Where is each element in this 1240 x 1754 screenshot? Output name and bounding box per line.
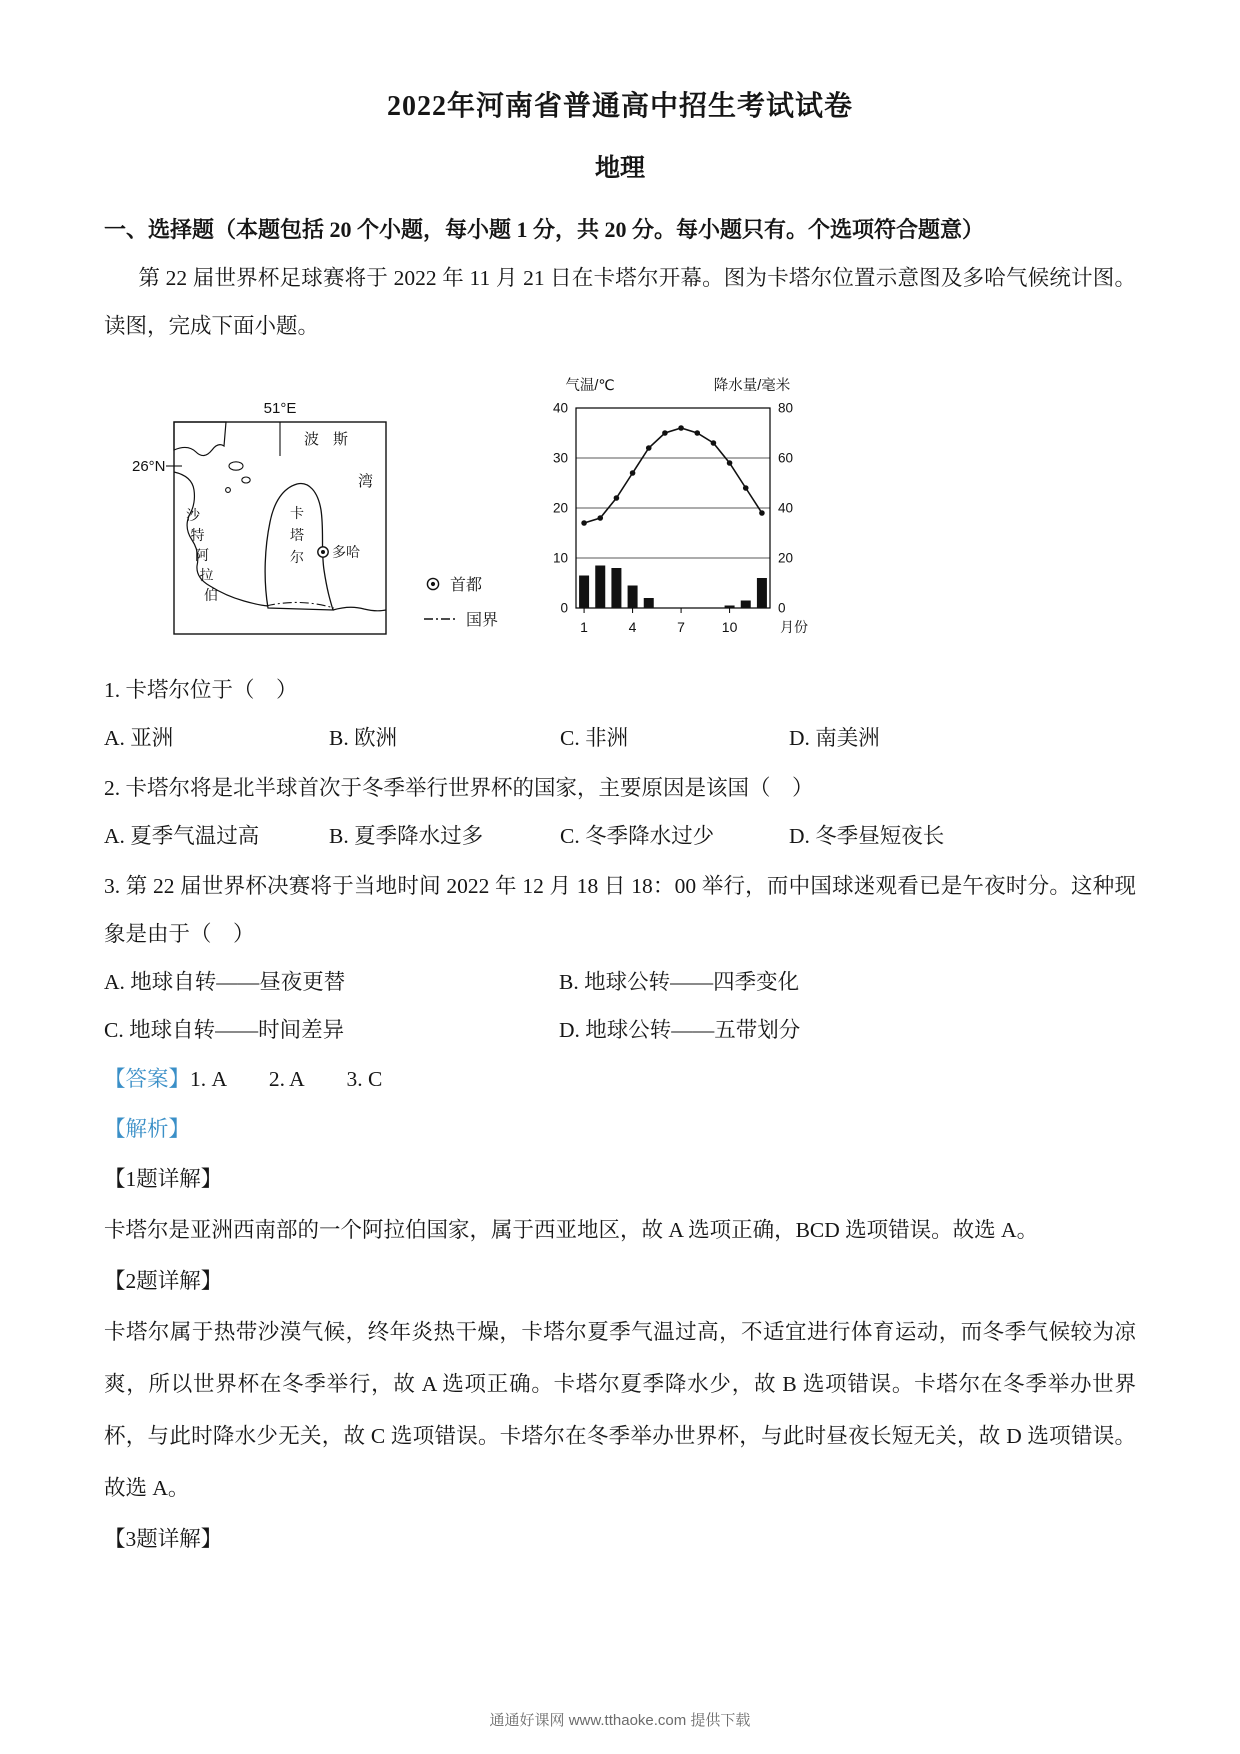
map-neighbor-label: 沙特阿拉伯 [186, 507, 218, 603]
map-legend [424, 572, 498, 630]
footer-note: 通通好课网 www.tthaoke.com 提供下载 [489, 1712, 751, 1729]
map-lat-label: 26°N [132, 458, 166, 475]
answer-tag: 【答案】 [104, 1067, 191, 1091]
option-2b: B. 夏季降水过多 [329, 824, 484, 848]
legend-capital-label: 首都 [450, 577, 483, 594]
climate-chart [518, 364, 848, 660]
south-coast [333, 607, 386, 611]
question-3-stem: 3. 第 22 届世界杯决赛将于当地时间 2022 年 12 月 18 日 18：00 举行，而中国球迷观看已是午夜时分。这种现象是由于（ ） [104, 874, 1136, 946]
legend-capital-row [424, 572, 498, 595]
intro-paragraph: 第 22 届世界杯足球赛将于 2022 年 11 月 21 日在卡塔尔开幕。图为卡塔尔位置示意图及多哈气候统计图。读图，完成下面小题。 [104, 266, 1136, 338]
svg-text:80: 80 [778, 400, 794, 416]
legend-border-row [424, 607, 498, 630]
analysis-3-heading: 【3题详解】 [104, 1527, 223, 1551]
option-3b: B. 地球公转——四季变化 [559, 970, 800, 994]
location-map [132, 398, 410, 660]
svg-text:60: 60 [778, 450, 794, 466]
analysis-2-heading: 【2题详解】 [104, 1269, 223, 1293]
answer-text: 1. A 2. A 3. C [190, 1067, 383, 1091]
svg-text:30: 30 [552, 450, 569, 466]
svg-text:7: 7 [677, 619, 685, 635]
option-1d: D. 南美洲 [789, 726, 880, 750]
svg-text:1: 1 [580, 619, 588, 635]
analysis-line [104, 1104, 1136, 1154]
coast-topleft [174, 422, 226, 456]
question-3-options [104, 958, 1136, 1054]
option-2c: C. 冬季降水过少 [560, 824, 715, 848]
analysis-2-text: 卡塔尔属于热带沙漠气候，终年炎热干燥，卡塔尔夏季气温过高，不适宜进行体育运动，而冬季气候较为凉爽，所以世界杯在冬季举行，故 A 选项正确。卡塔尔夏季降水少，故 B 选项错误。卡塔尔在冬季举办世界杯，与此时降水少无关，故 C 选项错误。卡塔尔在冬季举办世界杯，与此时昼夜长短无关，故 D 选项错误。故选 A。 [104, 1320, 1136, 1500]
capital-icon [424, 576, 442, 592]
question-2-options [104, 812, 1136, 860]
legend-border-label: 国界 [466, 612, 499, 629]
section-heading: 一、选择题（本题包括 20 个小题，每小题 1 分，共 20 分。每小题只有。个选项符合题意） [104, 217, 985, 242]
island [242, 477, 250, 483]
figures-row [132, 364, 1136, 660]
option-3c: C. 地球自转——时间差异 [104, 1018, 345, 1042]
option-1a: A. 亚洲 [104, 726, 174, 750]
option-3a: A. 地球自转——昼夜更替 [104, 970, 346, 994]
question-1-options [104, 714, 1136, 762]
svg-text:气温/℃: 气温/℃ [565, 378, 615, 394]
answer-line [104, 1054, 1136, 1104]
svg-text:40: 40 [552, 400, 569, 416]
option-1b: B. 欧洲 [329, 726, 398, 750]
question-2-stem: 2. 卡塔尔将是北半球首次于冬季举行世界杯的国家，主要原因是该国（ ） [104, 776, 814, 800]
question-1-stem: 1. 卡塔尔位于（ ） [104, 678, 298, 702]
analysis-tag: 【解析】 [104, 1117, 191, 1141]
option-2d: D. 冬季昼短夜长 [789, 824, 945, 848]
svg-text:10: 10 [552, 550, 569, 566]
map-country-label: 卡塔尔 [290, 505, 304, 565]
option-1c: C. 非洲 [560, 726, 629, 750]
subject-title: 地理 [594, 155, 645, 182]
svg-text:4: 4 [628, 619, 637, 635]
svg-text:月份: 月份 [780, 619, 809, 635]
option-2a: A. 夏季气温过高 [104, 824, 260, 848]
svg-text:0: 0 [560, 600, 569, 616]
svg-text:40: 40 [778, 500, 794, 516]
island [226, 488, 231, 493]
border-line-icon [424, 615, 458, 623]
map-sea-label-2: 湾 [358, 473, 374, 490]
analysis-1-heading: 【1题详解】 [104, 1167, 223, 1191]
svg-text:20: 20 [778, 550, 794, 566]
svg-text:0: 0 [778, 600, 786, 616]
mainland-coast [174, 472, 268, 606]
svg-text:10: 10 [721, 619, 738, 635]
map-lon-label: 51°E [263, 400, 297, 417]
map-sea-label: 波斯 [304, 431, 363, 448]
island [229, 462, 243, 470]
svg-text:20: 20 [552, 500, 569, 516]
analysis-1-text: 卡塔尔是亚洲西南部的一个阿拉伯国家，属于西亚地区，故 A 选项正确，BCD 选项错误。故选 A。 [104, 1218, 1039, 1242]
option-3d: D. 地球公转——五带划分 [559, 1018, 801, 1042]
map-capital-label: 多哈 [332, 544, 360, 560]
page-title: 2022年河南省普通高中招生考试试卷 [386, 91, 853, 122]
svg-text:降水量/毫米: 降水量/毫米 [713, 378, 791, 394]
